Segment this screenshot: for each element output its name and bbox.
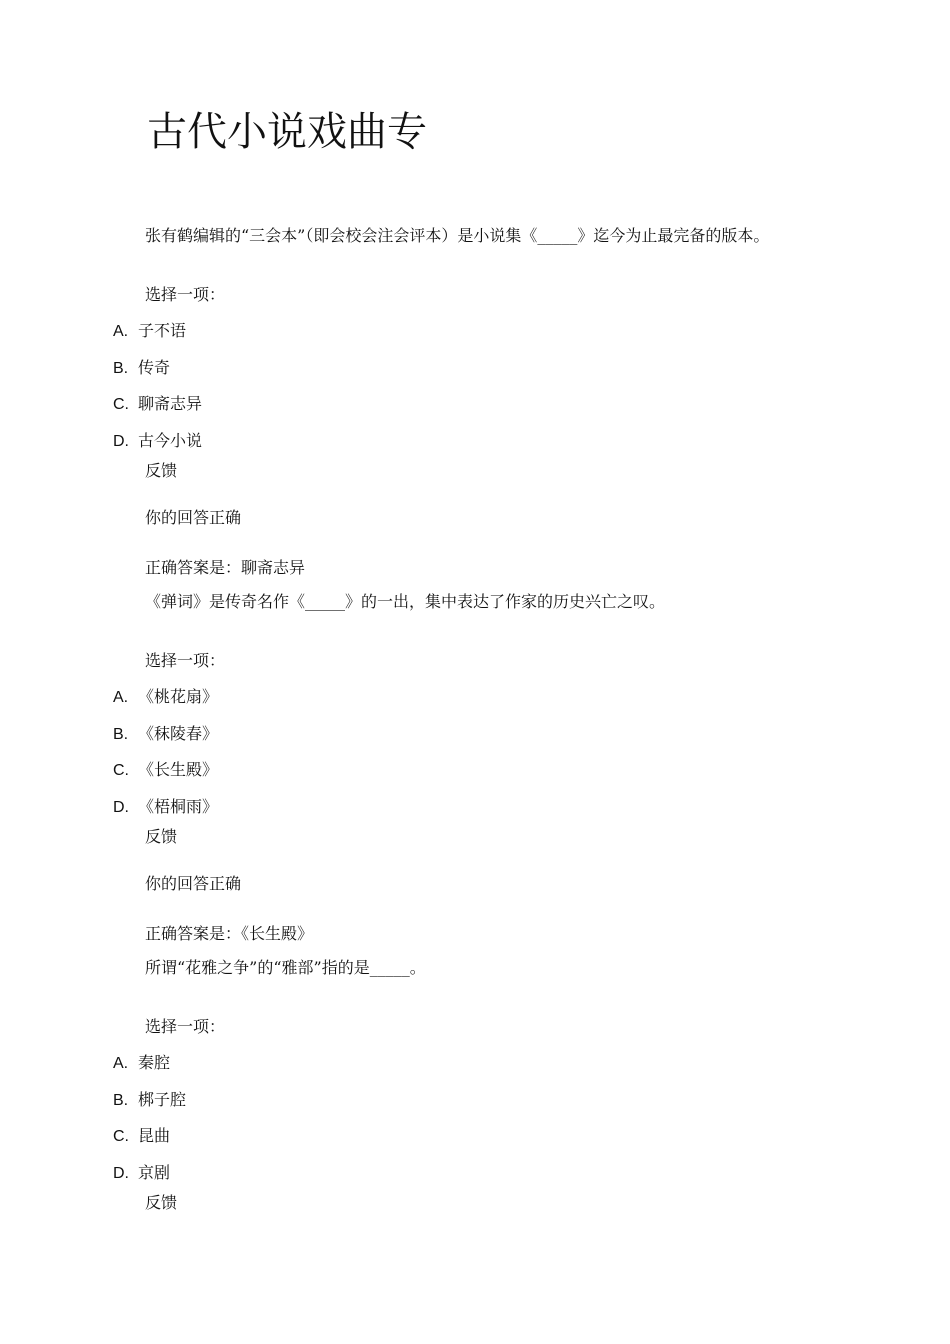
option-label: 京剧 [138, 1163, 171, 1182]
question-1-text: 张有鹤编辑的“三会本”（即会校会注会评本）是小说集《_____》迄今为止最完备的版本。 [145, 226, 770, 245]
question-1-result: 你的回答正确 [145, 508, 242, 527]
option-letter: C. [113, 1128, 129, 1145]
option-label: 秦腔 [138, 1053, 171, 1072]
question-2-option-d[interactable] [113, 796, 218, 819]
question-2-prompt: 选择一项： [145, 651, 226, 670]
option-letter: B. [113, 726, 129, 743]
question-2-option-a[interactable] [113, 686, 218, 709]
question-2-feedback-label: 反馈 [145, 827, 178, 846]
option-label: 《长生殿》 [138, 760, 219, 779]
option-label: 传奇 [138, 358, 171, 377]
question-3-option-a[interactable] [113, 1052, 170, 1075]
question-2-result: 你的回答正确 [145, 874, 242, 893]
option-label: 聊斋志异 [138, 394, 203, 413]
option-label: 昆曲 [138, 1126, 171, 1145]
option-letter: A. [113, 689, 129, 706]
question-1-option-a[interactable] [113, 320, 186, 343]
question-3-text: 所谓“花雅之争”的“雅部”指的是_____。 [145, 958, 426, 977]
question-2-correct-answer: 正确答案是：《长生殿》 [145, 924, 314, 943]
option-letter: A. [113, 1055, 129, 1072]
question-1-option-b[interactable] [113, 357, 170, 380]
option-label: 《秣陵春》 [138, 724, 219, 743]
option-label: 《梧桐雨》 [138, 797, 219, 816]
option-letter: C. [113, 762, 129, 779]
option-label: 古今小说 [138, 431, 203, 450]
question-3-prompt: 选择一项： [145, 1017, 226, 1036]
question-3-option-c[interactable] [113, 1125, 170, 1148]
option-letter: B. [113, 360, 129, 377]
option-letter: D. [113, 1165, 129, 1182]
option-label: 《桃花扇》 [138, 687, 219, 706]
option-label: 梆子腔 [138, 1090, 187, 1109]
question-2-option-b[interactable] [113, 723, 218, 746]
question-2-text: 《弹词》是传奇名作《_____》的一出，集中表达了作家的历史兴亡之叹。 [145, 592, 666, 611]
question-3-option-d[interactable] [113, 1162, 170, 1185]
option-letter: C. [113, 396, 129, 413]
question-1-option-d[interactable] [113, 430, 202, 453]
option-letter: B. [113, 1092, 129, 1109]
document-title: 古代小说戏曲专 [147, 109, 427, 155]
option-letter: D. [113, 433, 129, 450]
question-1-prompt: 选择一项： [145, 285, 226, 304]
question-1-feedback-label: 反馈 [145, 461, 178, 480]
question-1-option-c[interactable] [113, 393, 202, 416]
option-label: 子不语 [138, 321, 187, 340]
question-3-feedback-label: 反馈 [145, 1193, 178, 1212]
option-letter: A. [113, 323, 129, 340]
question-1-correct-answer: 正确答案是：聊斋志异 [145, 558, 306, 577]
option-letter: D. [113, 799, 129, 816]
question-3-option-b[interactable] [113, 1089, 186, 1112]
question-2-option-c[interactable] [113, 759, 218, 782]
